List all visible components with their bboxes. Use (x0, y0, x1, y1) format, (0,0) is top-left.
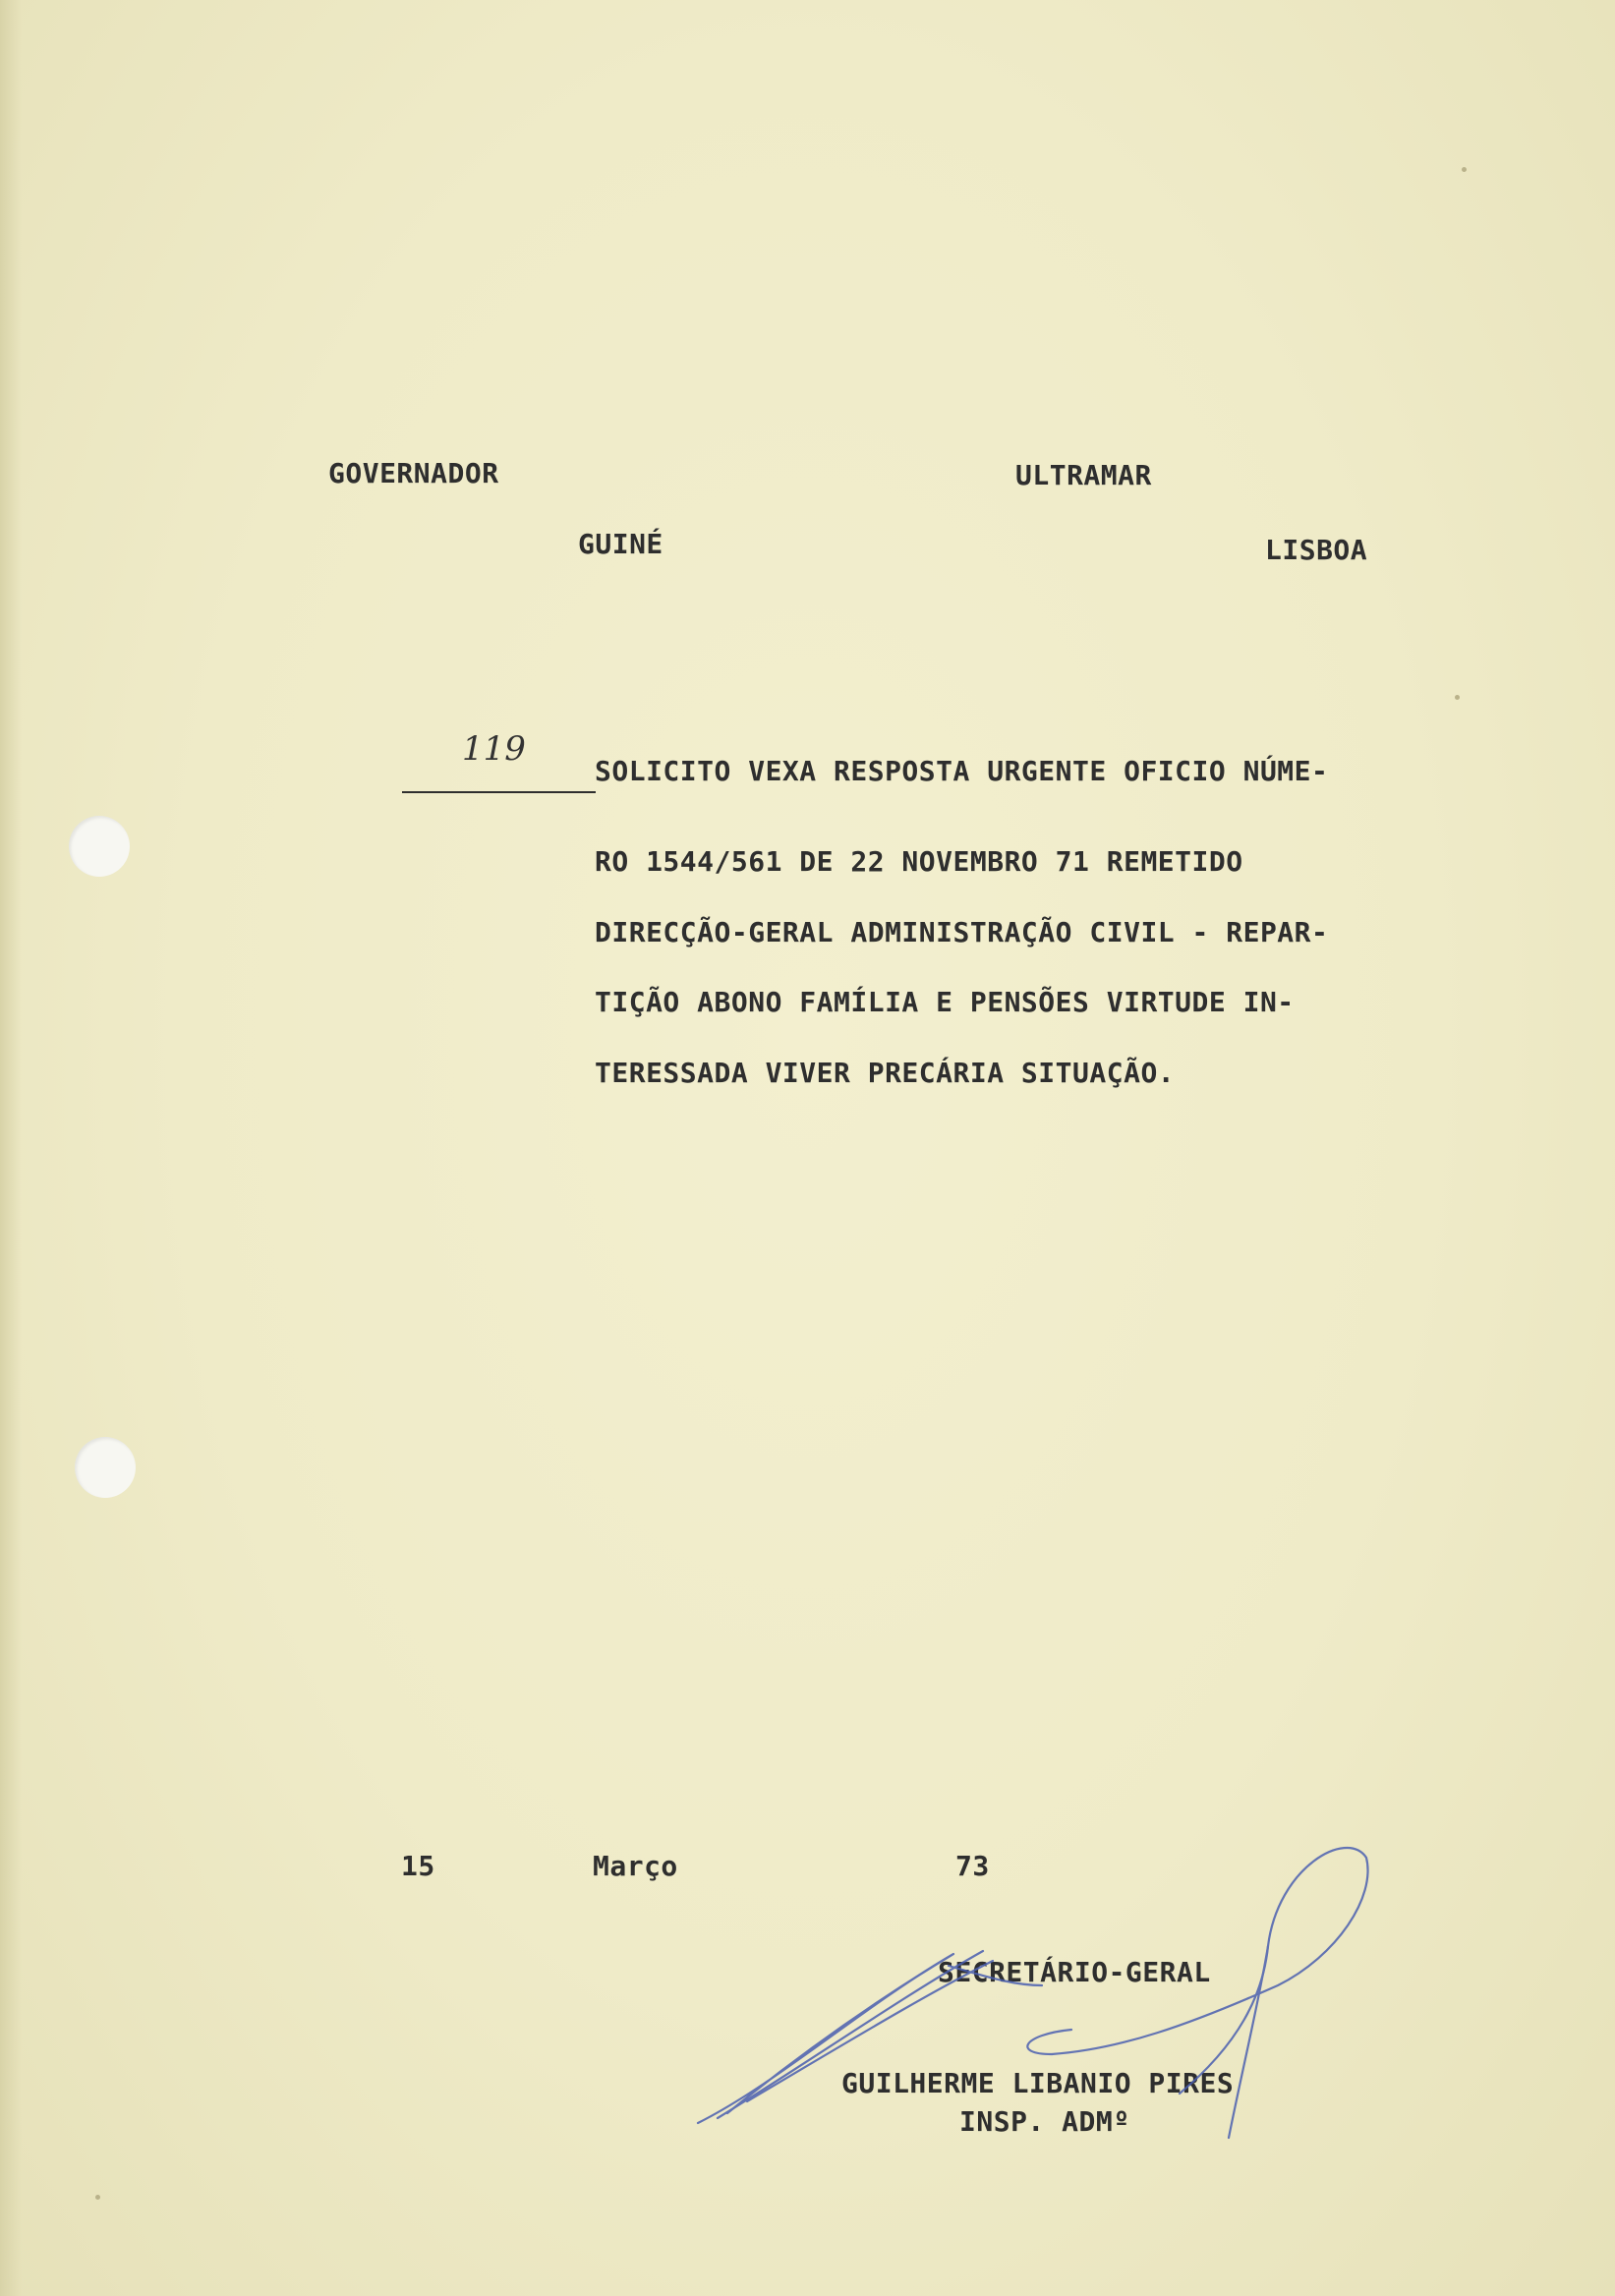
signatory-title: SECRETÁRIO-GERAL (938, 1956, 1211, 1988)
punch-hole-top (69, 816, 130, 877)
signature-stroke (1027, 1848, 1367, 2094)
number-underline (402, 791, 596, 793)
paper-speck (1455, 695, 1460, 700)
signature-stroke (698, 1954, 953, 2123)
header-from-place: GUINÉ (578, 528, 663, 560)
signature-stroke (1229, 1946, 1268, 2138)
header-from: GOVERNADOR (328, 457, 499, 489)
page-edge-shadow (0, 0, 22, 2296)
header-to-place: LISBOA (1265, 534, 1368, 566)
paper-speck (1462, 167, 1467, 172)
message-line: SOLICITO VEXA RESPOSTA URGENTE OFICIO NÚME- (595, 755, 1329, 787)
message-line: DIRECÇÃO-GERAL ADMINISTRAÇÃO CIVIL - REPAR- (595, 916, 1329, 948)
date-day: 15 (401, 1850, 435, 1882)
handwritten-signature (688, 1838, 1396, 2162)
signatory-name: GUILHERME LIBANIO PIRES (841, 2067, 1235, 2099)
signatory-rank: INSP. ADMº (959, 2105, 1130, 2138)
message-line: RO 1544/561 DE 22 NOVEMBRO 71 REMETIDO (595, 845, 1243, 878)
message-number: 119 (462, 729, 526, 769)
date-year: 73 (955, 1850, 990, 1882)
paper-speck (95, 2195, 100, 2200)
date-month: Março (593, 1850, 678, 1882)
message-line: TIÇÃO ABONO FAMÍLIA E PENSÕES VIRTUDE IN- (595, 986, 1295, 1018)
punch-hole-bottom (75, 1437, 136, 1498)
signature-stroke (747, 1961, 993, 2101)
header-to: ULTRAMAR (1015, 459, 1152, 491)
signature-stroke (718, 1951, 983, 2118)
message-line: TERESSADA VIVER PRECÁRIA SITUAÇÃO. (595, 1057, 1176, 1089)
